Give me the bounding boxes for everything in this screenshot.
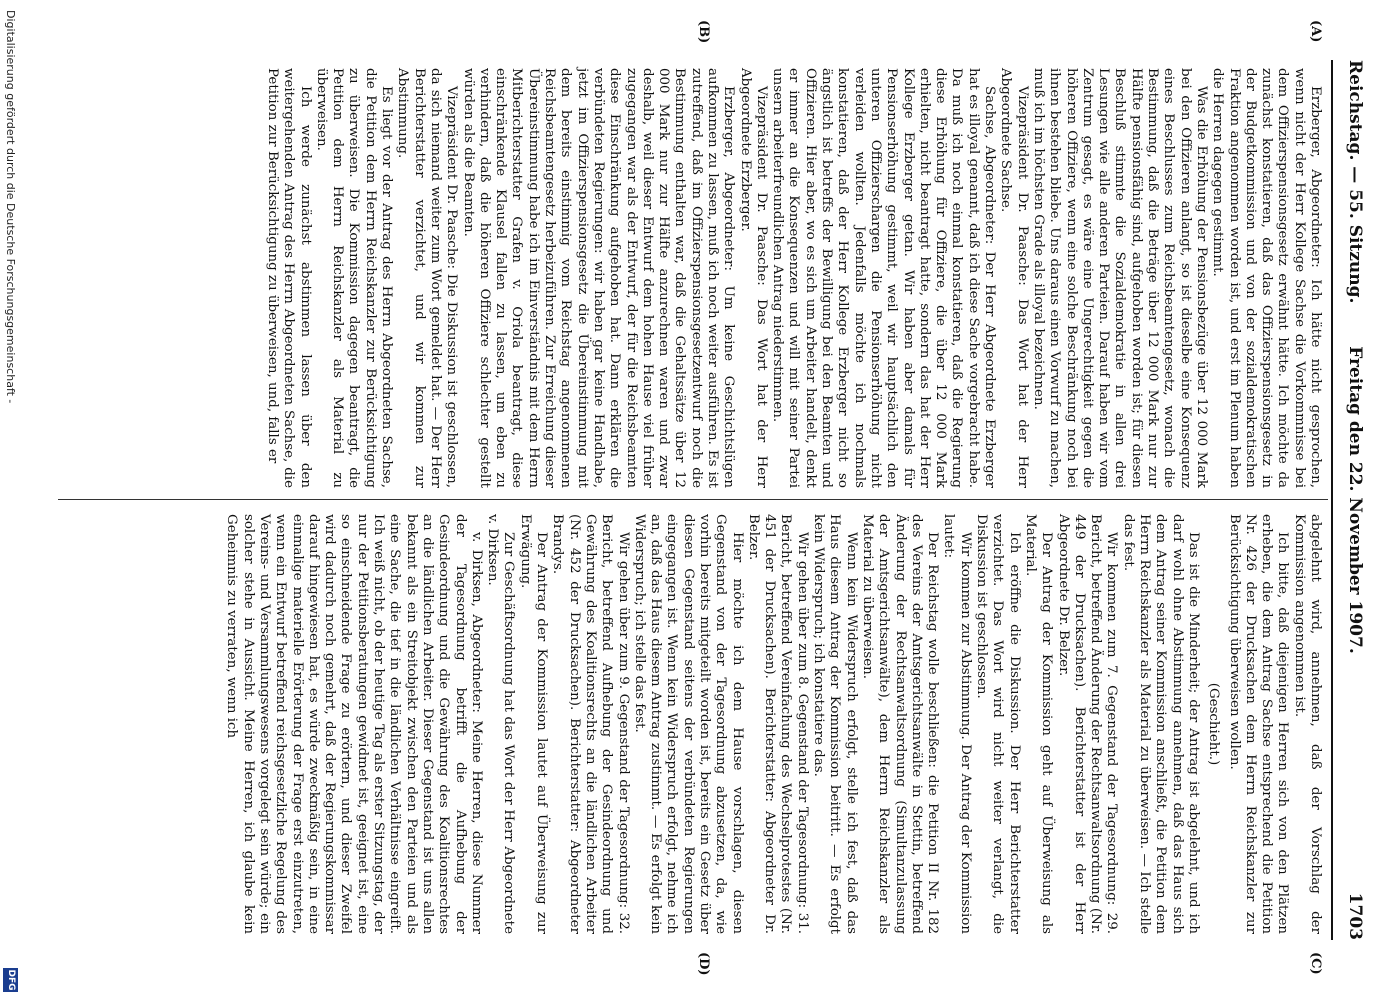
paragraph: Erzberger, Abgeordneter: Ich hätte nicht gesprochen, wenn nicht der Herr Kollege Sachse die Vorkommnisse bei dem Offizierspensionsgesetz erwähnt hätte. Ich möchte da zunächst konstatieren, daß das Offizierspensionsgesetz in der Budgetkommission und von der sozialdemokratischen Fraktion angenommen worden ist, und erst im Plenum haben die Herren dagegen gestimmt.: [1210, 68, 1323, 488]
paragraph: Der Antrag der Kommission lautet auf Überweisung zur Erwägung.: [517, 514, 550, 934]
paragraph: Erzberger, Abgeordneter: Um keine Geschichtslügen aufkommen zu lassen, muß ich noch weiter ausführen. Es ist zutreffend, daß im Offizierspensionsgesetzentwurf noch die Bestimmung enthalten war, daß die Gehaltssätze über 12 000 Mark nur zur Hälfte anzurechnen waren und zwar deshalb, weil dieser Entwurf dem hohen Hause viel früher zugegangen war als der Entwurf, der für die Reichsbeamten diese Einschränkung aufgehoben hat. Dann erklären die verbündeten Regierungen: wir haben gar keine Handhabe, jetzt im Offizierspensionsgesetz die Übereinstimmung mit dem bereits einstimmig vom Reichstag angenommenen Reichsbeamtengesetz herbeizuführen. Zur Erreichung dieser Übereinstimmung habe ich im Einverständnis mit dem Herrn Mitberichterstatter Grafen v. Oriola beantragt, diese einschränkende Klausel fallen zu lassen, um eben zu verhindern, daß die höheren Offiziere schlechter gestellt würden als die Beamten.: [460, 68, 737, 488]
paragraph: Es liegt vor der Antrag des Herrn Abgeordneten Sachse, die Petition dem Herrn Reichskanzler zur Berücksichtigung zu überweisen. Die Kommission dagegen beantragt, die Petition dem Herrn Reichskanzler als Material zu überweisen.: [313, 68, 395, 488]
paragraph: Vizepräsident Dr. Paasche: Das Wort hat der Herr Abgeordnete Sachse.: [998, 68, 1030, 488]
paragraph: Wir gehen über zum 9. Gegenstand der Tagesordnung: 32. Bericht, betreffend Aufhebung der Gesindeordnung und Gewährung des Koalitionsrechts an die ländlichen Arbeiter (Nr. 452 der Drucksachen). Berichterstatter: Abgeordneter Brandys.: [550, 514, 631, 934]
margin-mark-a: (A): [1308, 20, 1323, 43]
paragraph: v. Dirksen, Abgeordneter: Meine Herren, diese Nummer der Tagesordnung betrifft die Aufhebung der Gesindeordnung und die Gewährung des Koalitionsrechtes an die ländlichen Arbeiter. Dieser Gegenstand ist uns allen bekannt als ein Streitobjekt zwischen den Parteien und als eine Sache, die tief in die ländlichen Verhältnisse eingreift. Ich weiß nicht, ob der heutige Tag als erster Sitzungstag, der nur der Petitionsberatungen gewidmet ist, geeignet ist, eine so einschneidende Frage zu erörtern, und dieser Zweifel wird dadurch noch gemehrt, daß der Regierungskommissar darauf hingewiesen hat, es würde zweckmäßig sein, in eine einmalige materielle Erörterung der Frage erst einzutreten, wenn ein Entwurf betreffend reichsgesetzliche Regelung des Vereins- und Versammlungswesens vorgelegt sein würde; ein solcher stehe in Aussicht. Meine Herren, ich glaube kein Geheimnis zu verraten, wenn ich: [224, 514, 484, 934]
dfg-logo: DFG: [3, 968, 18, 992]
paragraph: Was die Erhöhung der Pensionsbezüge über 12 000 Mark bei den Offizieren anlangt, so ist dieselbe eine Konsequenz eines Beschlusses zum Reichsbeamtengesetz, wonach die Bestimmung, daß die Beträge über 12 000 Mark nur zur Hälfte pensionsfähig sind, aufgehoben worden ist; für diesen Beschluß stimmte die Sozialdemokratie in allen drei Lesungen wie alle anderen Parteien. Darauf haben wir vom Zentrum gesagt, es wäre eine Ungerechtigkeit gegen die höheren Offiziere, wenn eine solche Beschränkung noch bei ihnen bestehen bliebe. Uns daraus einen Vorwurf zu machen, muß ich im höchsten Grade als illoyal bezeichnen.: [1030, 68, 1209, 488]
paragraph: Hier möchte ich dem Hause vorschlagen, diesen Gegenstand von der Tagesordnung abzusetzen, da, wie vorhin bereits mitgeteilt worden ist, bereits ein Gesetz über diesen Gegenstand seitens der verbündeten Regierungen eingegangen ist. Wenn kein Widerspruch erfolgt, nehme ich an, daß das Haus diesem Antrag zustimmt. — Es erfolgt kein Widerspruch; ich stelle das fest.: [631, 514, 745, 934]
page-number: 1703: [1345, 892, 1365, 940]
footer-credit: Digitalisierung gefördert durch die Deutsche Forschungsgemeinschaft -: [4, 10, 17, 404]
paragraph: Wir kommen zum 7. Gegenstand der Tagesordnung: 29. Bericht, betreffend Änderung der Rechtsanwaltsordnung (Nr. 449 der Drucksachen). Berichterstatter ist der Herr Abgeordnete Dr. Belzer.: [1055, 514, 1120, 934]
interjection: (Geschieht.): [1206, 682, 1222, 766]
paragraph: Vizepräsident Dr. Paasche: Das Wort hat der Herr Abgeordnete Erzberger.: [737, 68, 769, 488]
header-rule: [1331, 60, 1333, 940]
paragraph: Ich werde zunächst abstimmen lassen über den weitergehenden Antrag des Herrn Abgeordneten Sachse, die Petition zur Berücksichtigung zu überweisen, und, falls er: [265, 68, 313, 488]
paragraph: abgelehnt wird, annehmen, daß der Vorschlag der Kommission angenommen ist.: [1291, 514, 1323, 934]
paragraph: Wir gehen über zum 8. Gegenstand der Tagesordnung: 31. Bericht, betreffend Vereinfachung des Wechselprotestes (Nr. 451 der Drucksachen). Berichterstatter: Abgeordneter Dr. Belzer.: [745, 514, 810, 934]
paragraph: Der Reichstag wolle beschließen: die Petition II Nr. 182 des Vereins der Amtsgerichtsanwälte in Stettin, betreffend Änderung der Rechtsanwaltsordnung (Simultanzulassung der Amtsgerichtsanwälte), dem Herrn Reichskanzler als Material zu überweisen.: [859, 514, 941, 934]
right-column: [223, 514, 1323, 934]
paragraph: Der Antrag der Kommission geht auf Überweisung als Material.: [1022, 514, 1055, 934]
page-header: [1339, 60, 1369, 940]
left-column: [264, 68, 1323, 488]
column-divider: [58, 499, 1328, 500]
paragraph: Wir kommen zur Abstimmung. Der Antrag der Kommission lautet:: [941, 514, 973, 934]
paragraph: Ich eröffne die Diskussion. Der Herr Berichterstatter verzichtet. Das Wort wird nicht weiter verlangt, die Diskussion ist geschlossen.: [974, 514, 1022, 934]
paragraph: Ich bitte, daß diejenigen Herren sich von den Plätzen erheben, die dem Antrag Sachse entsprechend die Petition Nr. 426 der Drucksachen dem Herrn Reichskanzler zur Berücksichtigung überweisen wollen.: [1226, 514, 1291, 934]
header-center: Freitag den 22. November 1907.: [1345, 346, 1365, 654]
margin-mark-c: (C): [1308, 952, 1323, 975]
paragraph: Zur Geschäftsordnung hat das Wort der Herr Abgeordnete v. Dirksen.: [485, 514, 517, 934]
paragraph: Sachse, Abgeordneter: Der Herr Abgeordnete Erzberger hat es illoyal genannt, daß ich diese Sache vorgebracht habe. Da muß ich noch einmal konstatieren, daß die Regierung diese Erhöhung für Offiziere, die über 12 000 Mark erhielten, nicht beantragt hatte, sondern das hat der Herr Kollege Erzberger getan. Wir haben aber damals für Pensionserhöhung gestimmt, weil wir hauptsächlich den unteren Offizierschargen die Pensionserhöhung nicht verleiden wollten. Jedenfalls möchte ich nochmals konstatieren, daß der Herr Kollege Erzberger nicht so ängstlich ist betreffs der Bewilligung bei den Beamten und Offizieren. Hier aber, wo es sich um Arbeiter handelt, denkt er immer an die Konsequenzen und will mit seiner Partei unsern arbeiterfreundlichen Antrag niederstimmen.: [770, 68, 998, 488]
paragraph: Vizepräsident Dr. Paasche: Die Diskussion ist geschlossen, da sich niemand weiter zum Wort gemeldet hat. — Der Herr Berichterstatter verzichtet, und wir kommen zur Abstimmung.: [395, 68, 460, 488]
header-left: Reichstag. — 55. Sitzung.: [1345, 60, 1365, 304]
footer: [0, 0, 18, 1000]
margin-mark-b: (B): [696, 20, 711, 44]
paragraph: Das ist die Minderheit; der Antrag ist abgelehnt, und ich darf wohl ohne Abstimmung annehmen, daß das Haus sich dem Antrag seiner Kommission anschließt, die Petition dem Herrn Reichskanzler als Material zu überweisen. — Ich stelle das fest.: [1120, 514, 1201, 934]
margin-mark-d: (D): [696, 952, 711, 976]
paragraph: Wenn kein Widerspruch erfolgt, stelle ich fest, daß das Haus diesem Antrag der Kommission beitritt. — Es erfolgt kein Widerspruch; ich konstatiere das.: [811, 514, 859, 934]
